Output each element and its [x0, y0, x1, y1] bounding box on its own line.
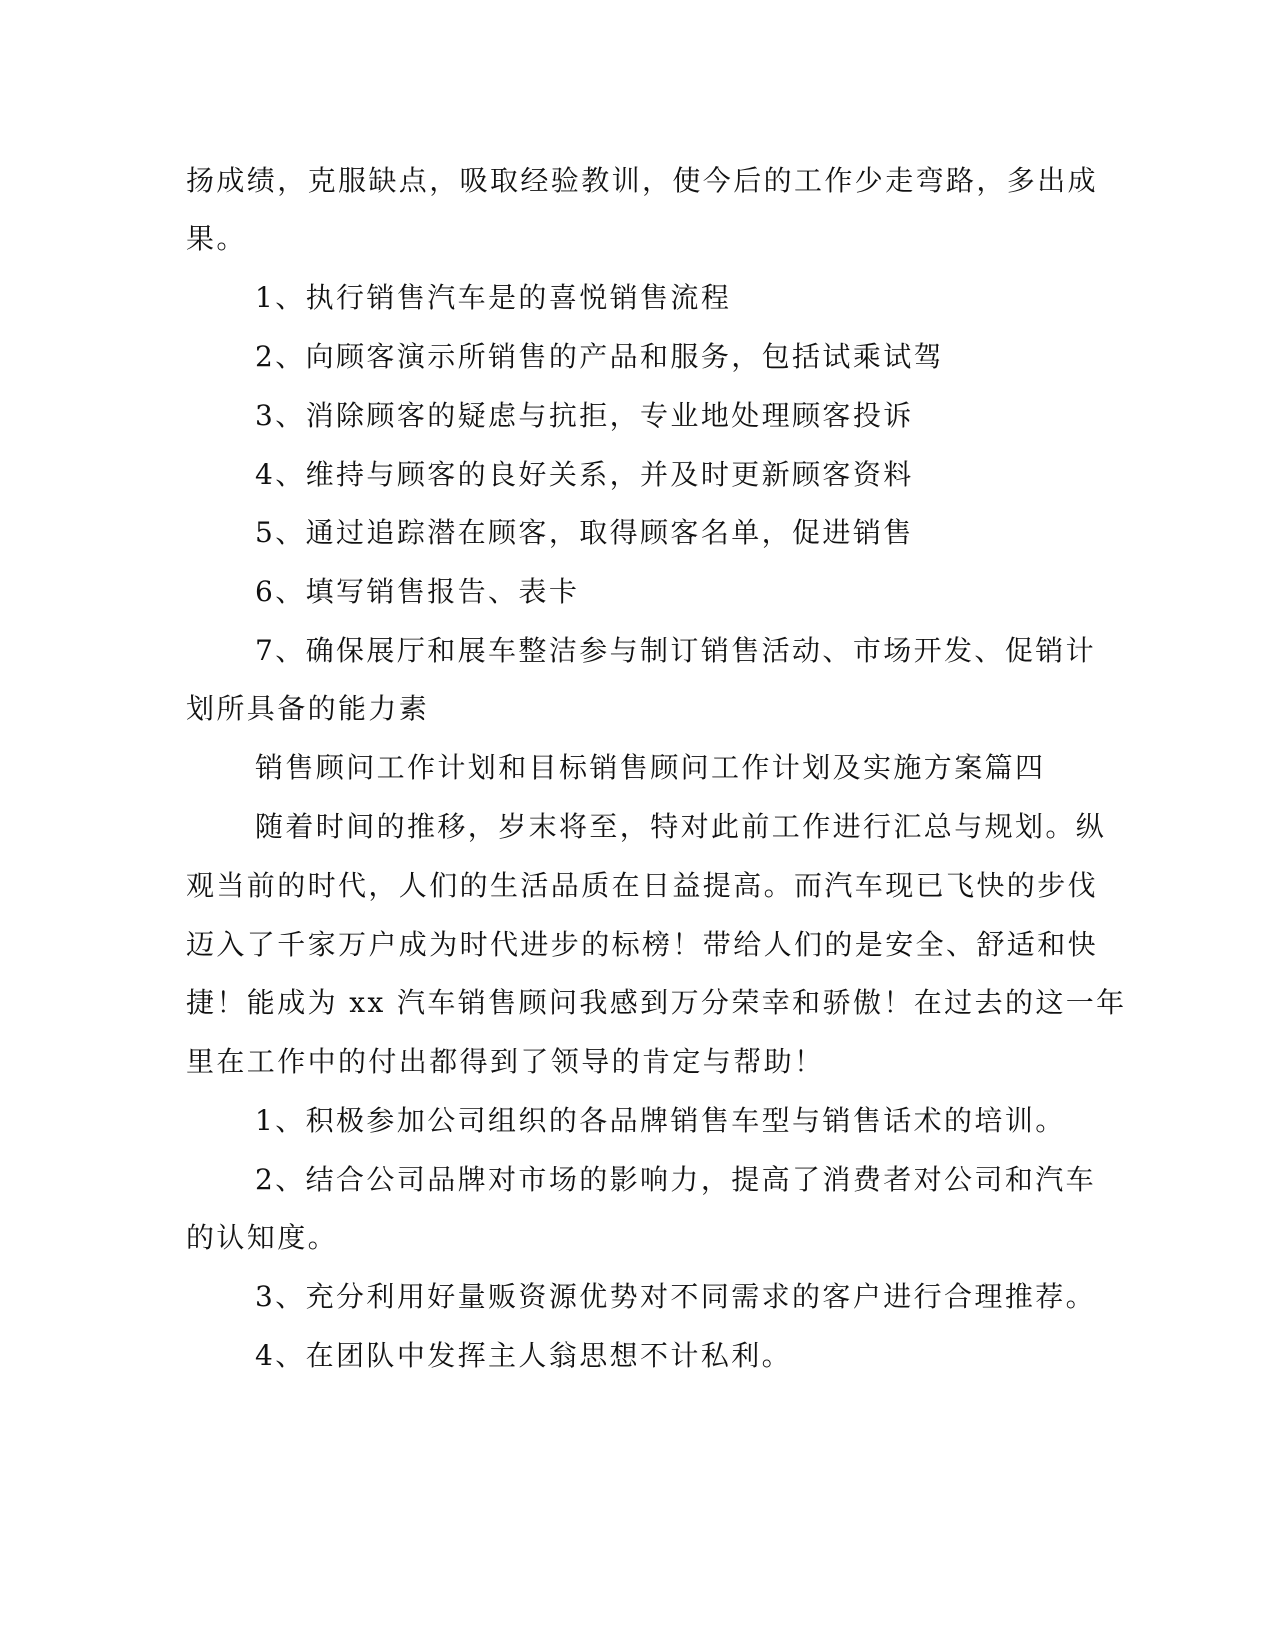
paragraph-line: 捷！能成为 xx 汽车销售顾问我感到万分荣幸和骄傲！在过去的这一年 — [186, 986, 1127, 1019]
paragraph-line: 观当前的时代，人们的生活品质在日益提高。而汽车现已飞快的步伐 — [186, 869, 1099, 902]
paragraph-line: 里在工作中的付出都得到了领导的肯定与帮助！ — [186, 1045, 825, 1078]
list-item-continuation: 划所具备的能力素 — [186, 692, 430, 725]
section-heading: 销售顾问工作计划和目标销售顾问工作计划及实施方案篇四 — [255, 751, 1046, 784]
paragraph-line: 扬成绩，克服缺点，吸取经验教训，使今后的工作少走弯路，多出成 — [186, 164, 1099, 197]
list-item: 3、充分利用好量贩资源优势对不同需求的客户进行合理推荐。 — [255, 1280, 1097, 1313]
list-item: 5、通过追踪潜在顾客，取得顾客名单，促进销售 — [255, 516, 914, 549]
list-item: 3、消除顾客的疑虑与抗拒，专业地处理顾客投诉 — [255, 399, 914, 432]
list-item: 6、填写销售报告、表卡 — [255, 575, 580, 608]
paragraph-line: 随着时间的推移，岁末将至，特对此前工作进行汇总与规划。纵 — [255, 810, 1107, 843]
list-item: 1、执行销售汽车是的喜悦销售流程 — [255, 281, 732, 314]
list-item: 2、向顾客演示所销售的产品和服务，包括试乘试驾 — [255, 340, 945, 373]
paragraph-line: 果。 — [186, 222, 247, 255]
paragraph-line: 迈入了千家万户成为时代进步的标榜！带给人们的是安全、舒适和快 — [186, 928, 1099, 961]
list-item: 4、维持与顾客的良好关系，并及时更新顾客资料 — [255, 458, 914, 491]
list-item: 2、结合公司品牌对市场的影响力，提高了消费者对公司和汽车 — [255, 1163, 1097, 1196]
list-item: 1、积极参加公司组织的各品牌销售车型与销售话术的培训。 — [255, 1104, 1066, 1137]
list-item: 4、在团队中发挥主人翁思想不计私利。 — [255, 1339, 793, 1372]
list-item: 7、确保展厅和展车整洁参与制订销售活动、市场开发、促销计 — [255, 634, 1097, 667]
list-item-continuation: 的认知度。 — [186, 1221, 339, 1254]
